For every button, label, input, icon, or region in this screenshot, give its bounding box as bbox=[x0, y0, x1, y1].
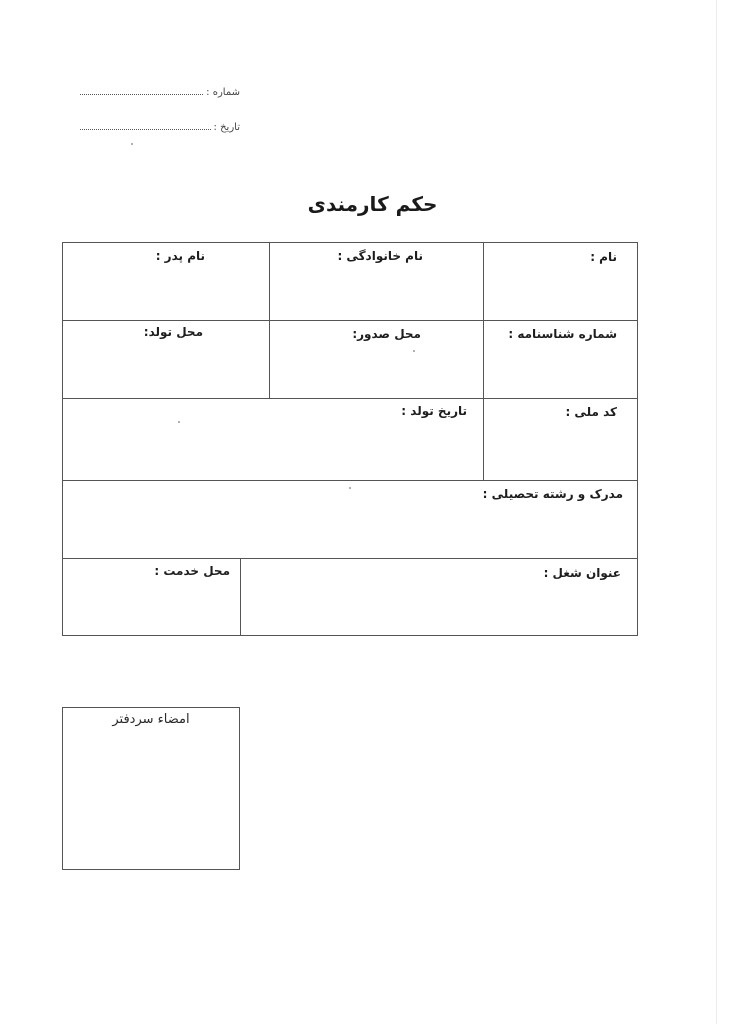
row-divider bbox=[63, 480, 637, 481]
number-dotted-line bbox=[80, 86, 203, 95]
scan-speck bbox=[413, 350, 415, 352]
number-label: شماره : bbox=[206, 87, 240, 98]
signature-label: امضاء سردفتر bbox=[112, 712, 190, 727]
column-divider bbox=[483, 243, 484, 480]
scan-speck bbox=[349, 487, 351, 489]
signature-box[interactable] bbox=[62, 707, 240, 870]
education-label: مدرک و رشته تحصیلی : bbox=[482, 487, 623, 501]
place-of-service-label: محل خدمت : bbox=[154, 564, 230, 578]
document-title: حکم کارمندی bbox=[307, 192, 438, 216]
father-name-label: نام پدر : bbox=[155, 249, 205, 263]
last-name-label: نام خانوادگی : bbox=[337, 249, 423, 263]
scan-speck bbox=[178, 421, 180, 423]
date-label: تاریخ : bbox=[213, 122, 240, 133]
number-field[interactable] bbox=[80, 86, 240, 98]
scan-speck bbox=[131, 143, 133, 145]
date-dotted-line bbox=[80, 121, 211, 130]
id-number-label: شماره شناسنامه : bbox=[508, 327, 617, 341]
date-field[interactable] bbox=[80, 121, 240, 133]
birth-place-label: محل تولد: bbox=[143, 325, 203, 339]
birth-date-label: تاریخ تولد : bbox=[401, 404, 467, 418]
column-divider bbox=[269, 243, 270, 398]
row-divider bbox=[63, 320, 637, 321]
column-divider bbox=[240, 558, 241, 636]
national-code-label: کد ملی : bbox=[565, 405, 617, 419]
first-name-label: نام : bbox=[590, 250, 617, 264]
job-title-label: عنوان شغل : bbox=[543, 566, 621, 580]
page-edge-line bbox=[716, 0, 717, 1024]
row-divider bbox=[63, 558, 637, 559]
place-of-issue-label: محل صدور: bbox=[352, 327, 421, 341]
employee-form-table bbox=[62, 242, 638, 636]
row-divider bbox=[63, 398, 637, 399]
